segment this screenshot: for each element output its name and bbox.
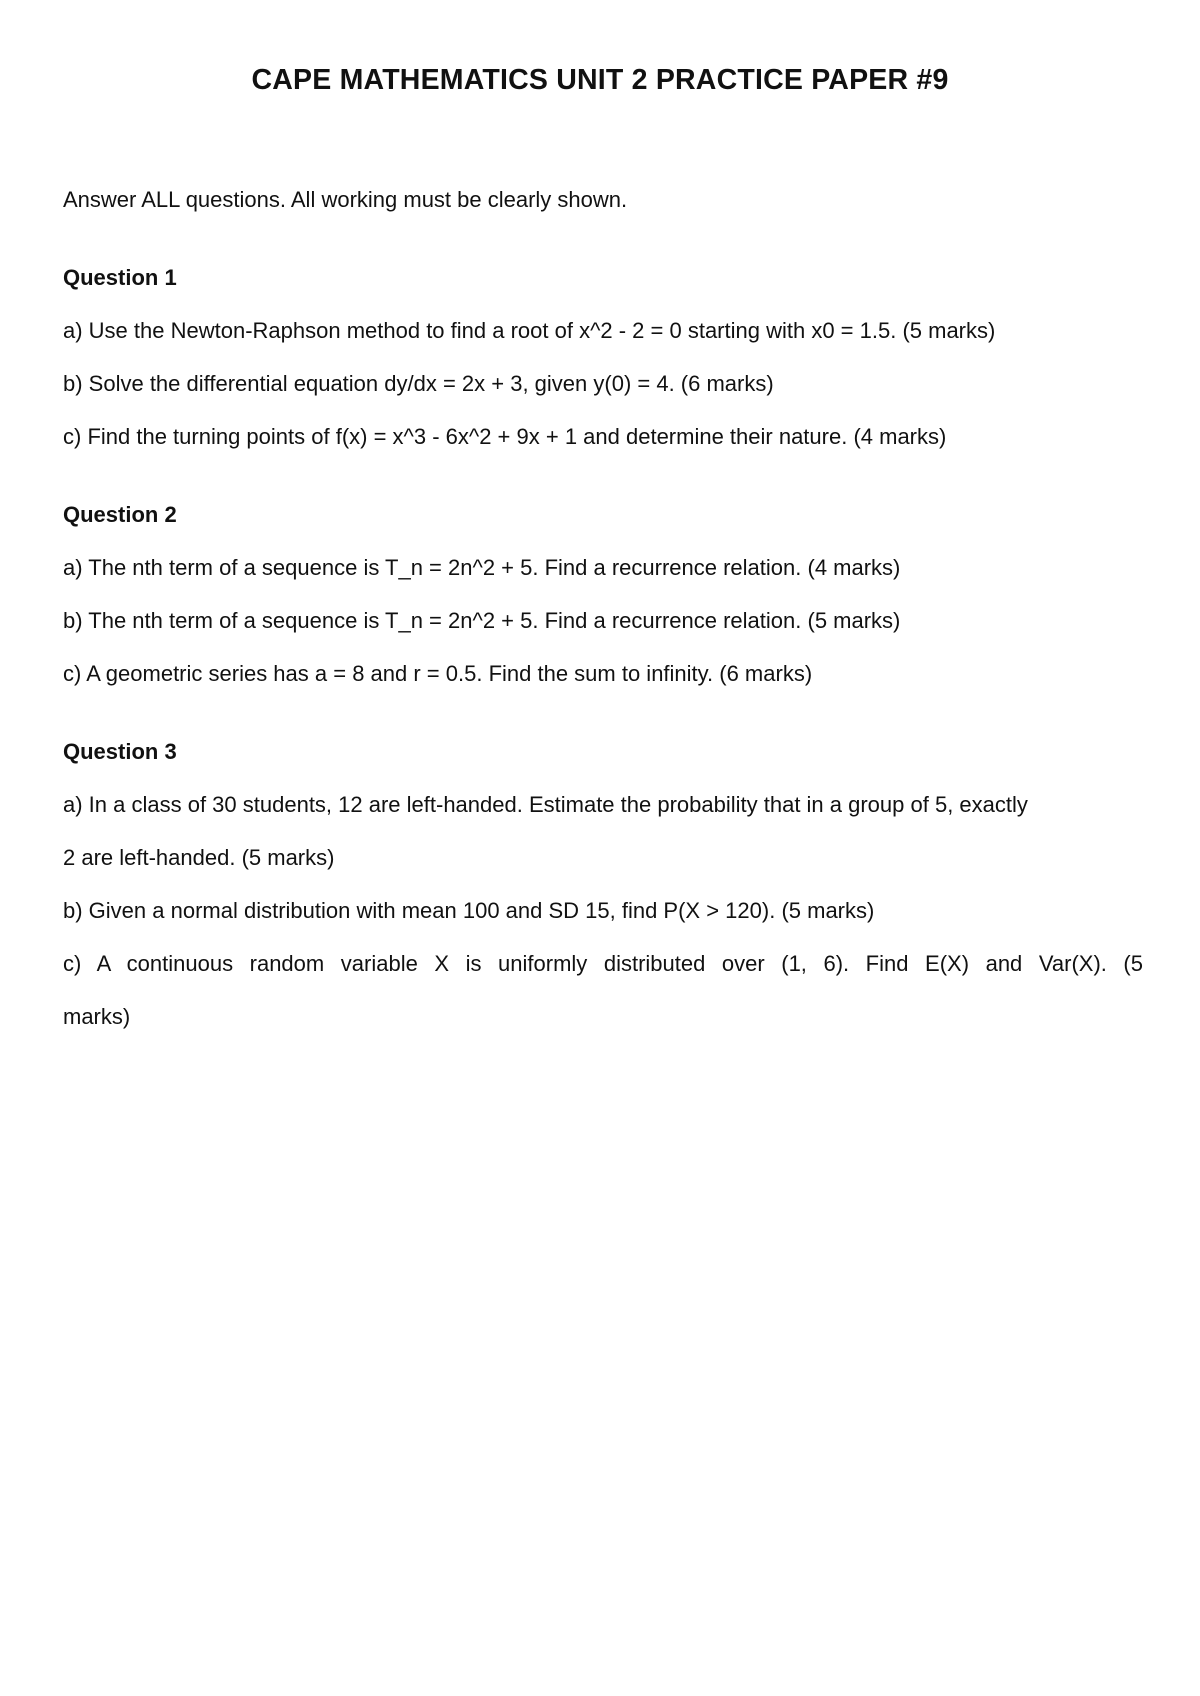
question-3-part-a-line-2: 2 are left-handed. (5 marks) xyxy=(63,845,335,870)
question-1-part-a: a) Use the Newton-Raphson method to find a root of x^2 - 2 = 0 starting with x0 = 1.5. (5 marks) xyxy=(63,318,996,343)
question-2-part-c: c) A geometric series has a = 8 and r = 0.5. Find the sum to infinity. (6 marks) xyxy=(63,661,813,686)
question-3-heading: Question 3 xyxy=(63,739,177,764)
question-2-part-b: b) The nth term of a sequence is T_n = 2n^2 + 5. Find a recurrence relation. (5 marks) xyxy=(63,608,901,633)
question-3-part-b: b) Given a normal distribution with mean 100 and SD 15, find P(X > 120). (5 marks) xyxy=(63,898,875,923)
question-3-part-c-line-2: marks) xyxy=(63,1004,131,1029)
question-1-part-b: b) Solve the differential equation dy/dx = 2x + 3, given y(0) = 4. (6 marks) xyxy=(63,371,774,396)
question-3-part-a-line-1: a) In a class of 30 students, 12 are left-handed. Estimate the probability that in a group of 5, exactly xyxy=(63,792,1028,817)
question-2-heading: Question 2 xyxy=(63,502,177,527)
page-title: CAPE MATHEMATICS UNIT 2 PRACTICE PAPER #9 xyxy=(251,64,949,96)
question-1-heading: Question 1 xyxy=(63,265,177,290)
question-3-part-c-line-1: c) A continuous random variable X is uniformly distributed over (1, 6). Find E(X) and Var(X). (5 xyxy=(63,951,1143,976)
question-2-part-a: a) The nth term of a sequence is T_n = 2n^2 + 5. Find a recurrence relation. (4 marks) xyxy=(63,555,901,580)
question-1-part-c: c) Find the turning points of f(x) = x^3 - 6x^2 + 9x + 1 and determine their nature. (4 marks) xyxy=(63,424,947,449)
instructions: Answer ALL questions. All working must be clearly shown. xyxy=(63,187,628,212)
